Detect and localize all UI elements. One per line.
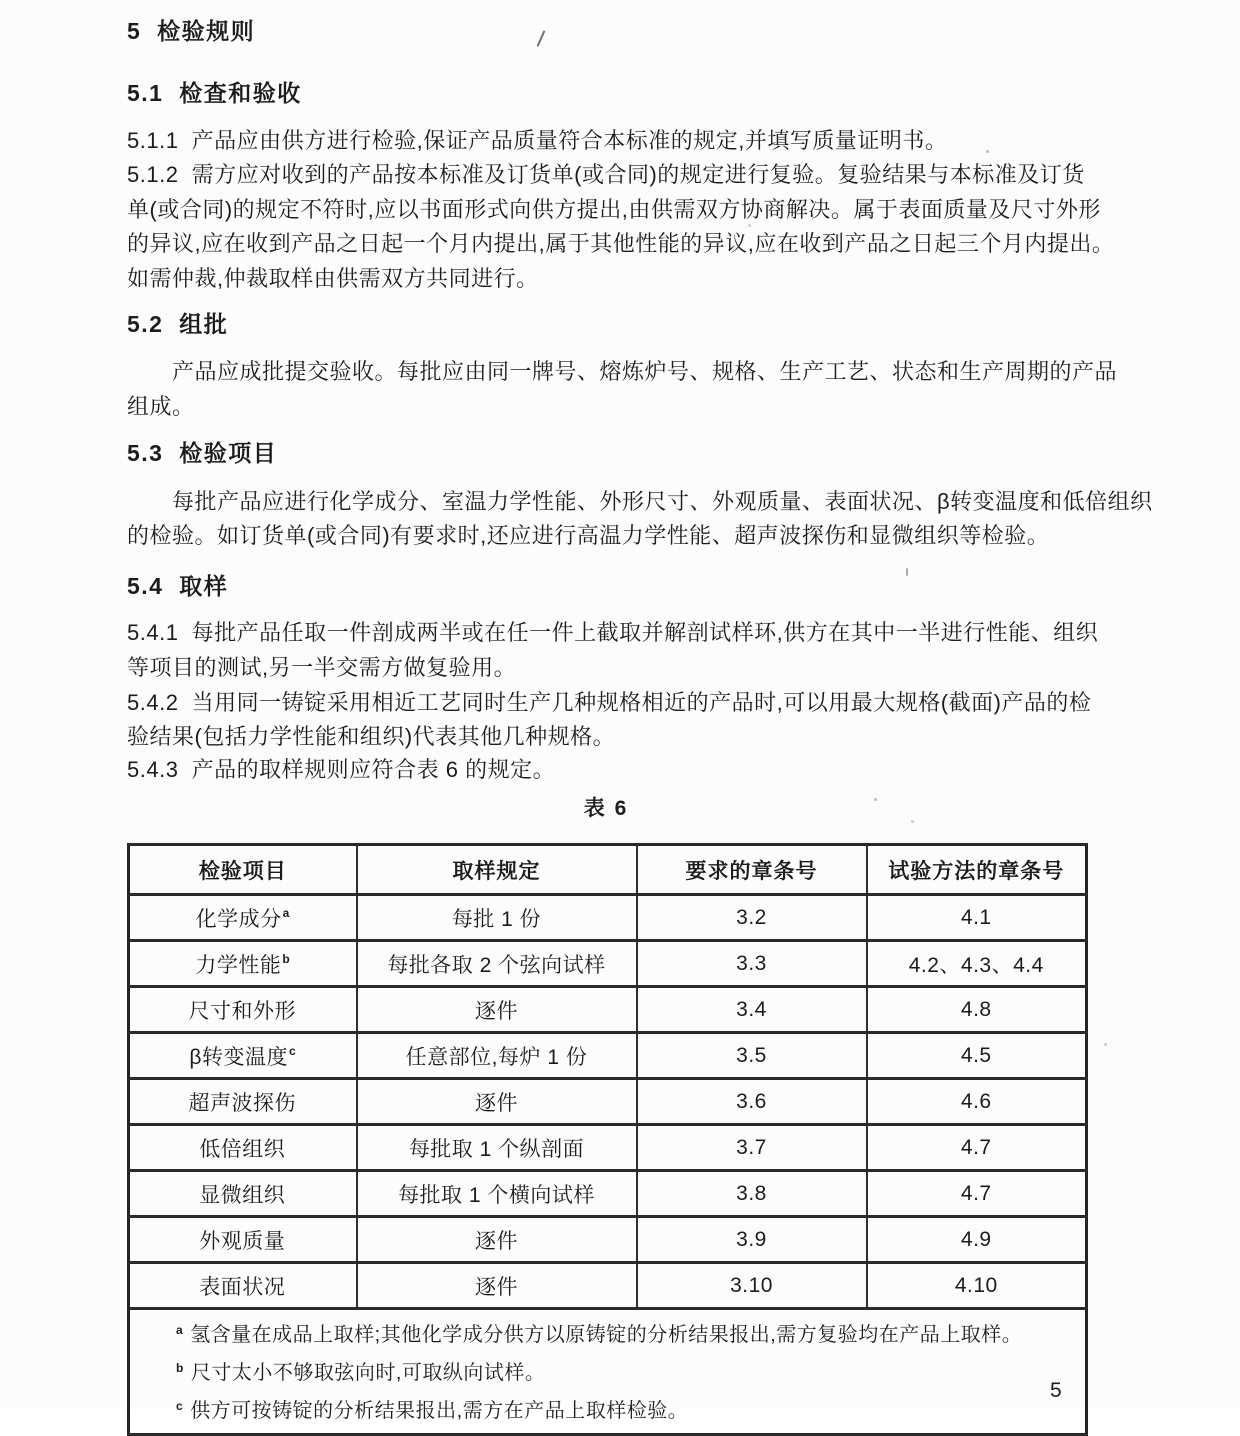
- clause-5-1-2-line-2: 单(或合同)的规定不符时,应以书面形式向供方提出,由供需双方协商解决。属于表面质量及尺寸外形: [127, 197, 1101, 222]
- cell-req: 3.4: [637, 987, 867, 1033]
- scan-artifact: [1104, 1043, 1107, 1046]
- cell-method: 4.1: [867, 895, 1087, 941]
- cell-method: 4.2、4.3、4.4: [867, 941, 1087, 987]
- page-number: 5: [1050, 1379, 1062, 1402]
- footnote-marker: a: [282, 905, 290, 920]
- table-footnote-row: [129, 1309, 1087, 1435]
- cell-item: 尺寸和外形: [129, 987, 357, 1033]
- table-row: [129, 895, 1087, 941]
- table-footnote-b: $^b$ 尺寸太小不够取弦向时,可取纵向试样。: [176, 1361, 546, 1384]
- heading-5-1: 5.1 检查和验收: [127, 80, 302, 106]
- cell-rule: 每批 1 份: [357, 895, 637, 941]
- table-6-title: 表 6: [583, 797, 629, 820]
- clause-5-4-1-line-1: 5.4.1 每批产品任取一件剖成两半或在任一件上截取并解剖试样环,供方在其中一半进行性能、组织: [127, 620, 1099, 645]
- header-inspection-item: 检验项目: [129, 845, 357, 895]
- cell-req: 3.6: [637, 1079, 867, 1125]
- cell-req: 3.2: [637, 895, 867, 941]
- cell-item: 超声波探伤: [129, 1079, 357, 1125]
- cell-method: 4.9: [867, 1217, 1087, 1263]
- clause-5-1-2-line-3: 的异议,应在收到产品之日起一个月内提出,属于其他性能的异议,应在收到产品之日起三个月内提出。: [127, 231, 1115, 256]
- scan-artifact: [906, 568, 908, 576]
- table-row: [129, 1263, 1087, 1309]
- clause-5-4-1-line-2: 等项目的测试,另一半交需方做复验用。: [127, 655, 517, 680]
- footnote-marker: b: [176, 1361, 184, 1375]
- clause-5-4-3-line-1: 5.4.3 产品的取样规则应符合表 6 的规定。: [127, 757, 556, 782]
- cell-method: 4.6: [867, 1079, 1087, 1125]
- footnote-marker: c: [288, 1043, 297, 1058]
- table-footnotes: [129, 1309, 1087, 1435]
- clause-5-3-line-1: 每批产品应进行化学成分、室温力学性能、外形尺寸、外观质量、表面状况、β转变温度和低倍组织: [127, 489, 1153, 514]
- cell-method: 4.7: [867, 1125, 1087, 1171]
- cell-rule: 每批取 1 个横向试样: [357, 1171, 637, 1217]
- heading-5-3: 5.3 检验项目: [127, 440, 278, 466]
- table-row: [129, 1171, 1087, 1217]
- clause-5-3-line-2: 的检验。如订货单(或合同)有要求时,还应进行高温力学性能、超声波探伤和显微组织等检验。: [127, 523, 1050, 548]
- scan-artifact: [537, 30, 546, 46]
- scan-artifact: [986, 150, 989, 153]
- cell-item: 外观质量: [129, 1217, 357, 1263]
- table-row: [129, 987, 1087, 1033]
- heading-5-2: 5.2 组批: [127, 311, 229, 337]
- table-row: [129, 941, 1087, 987]
- cell-req: 3.7: [637, 1125, 867, 1171]
- clause-5-4-2-line-2: 验结果(包括力学性能和组织)代表其他几种规格。: [127, 724, 616, 749]
- header-requirement-clause: 要求的章条号: [637, 845, 867, 895]
- cell-rule: 逐件: [357, 1263, 637, 1309]
- cell-item: 显微组织: [129, 1171, 357, 1217]
- cell-rule: 逐件: [357, 987, 637, 1033]
- clause-5-1-1-line-1: 5.1.1 产品应由供方进行检验,保证产品质量符合本标准的规定,并填写质量证明书。: [127, 128, 948, 153]
- cell-req: 3.9: [637, 1217, 867, 1263]
- footnote-marker: a: [176, 1323, 184, 1337]
- table-row: [129, 1033, 1087, 1079]
- clause-5-2-line-1: 产品应成批提交验收。每批应由同一牌号、熔炼炉号、规格、生产工艺、状态和生产周期的产品: [127, 359, 1118, 384]
- clause-5-1-2-line-4: 如需仲裁,仲裁取样由供需双方共同进行。: [127, 266, 539, 291]
- cell-rule: 逐件: [357, 1217, 637, 1263]
- footnote-marker: c: [176, 1399, 184, 1413]
- header-sampling-rule: 取样规定: [357, 845, 637, 895]
- cell-rule: 逐件: [357, 1079, 637, 1125]
- cell-method: 4.10: [867, 1263, 1087, 1309]
- table-header-row: [129, 845, 1087, 895]
- heading-5: 5 检验规则: [127, 18, 256, 44]
- cell-method: 4.8: [867, 987, 1087, 1033]
- clause-5-2-line-2: 组成。: [127, 394, 195, 419]
- cell-req: 3.3: [637, 941, 867, 987]
- cell-item: 化学成分$^a$: [129, 895, 357, 941]
- cell-item: 低倍组织: [129, 1125, 357, 1171]
- cell-method: 4.7: [867, 1171, 1087, 1217]
- cell-req: 3.10: [637, 1263, 867, 1309]
- table-row: [129, 1125, 1087, 1171]
- cell-rule: 任意部位,每炉 1 份: [357, 1033, 637, 1079]
- clause-5-4-2-line-1: 5.4.2 当用同一铸锭采用相近工艺同时生产几种规格相近的产品时,可以用最大规格(截面)产品的检: [127, 690, 1092, 715]
- cell-method: 4.5: [867, 1033, 1087, 1079]
- table-footnote-c: $^c$ 供方可按铸锭的分析结果报出,需方在产品上取样检验。: [176, 1399, 689, 1422]
- header-test-method-clause: 试验方法的章条号: [867, 845, 1087, 895]
- cell-req: 3.8: [637, 1171, 867, 1217]
- cell-rule: 每批取 1 个纵剖面: [357, 1125, 637, 1171]
- clause-5-1-2-line-1: 5.1.2 需方应对收到的产品按本标准及订货单(或合同)的规定进行复验。复验结果与本标准及订货: [127, 162, 1085, 187]
- cell-rule: 每批各取 2 个弦向试样: [357, 941, 637, 987]
- heading-5-4: 5.4 取样: [127, 573, 229, 599]
- table-row: [129, 1217, 1087, 1263]
- cell-req: 3.5: [637, 1033, 867, 1079]
- table-row: [129, 1079, 1087, 1125]
- table-6: [127, 843, 1088, 1436]
- cell-item: 力学性能$^b$: [129, 941, 357, 987]
- table-footnote-a: $^a$ 氢含量在成品上取样;其他化学成分供方以原铸锭的分析结果报出,需方复验均在产品上取样。: [176, 1323, 1023, 1346]
- cell-item: 表面状况: [129, 1263, 357, 1309]
- cell-item: β转变温度$^c$: [129, 1033, 357, 1079]
- footnote-marker: b: [282, 951, 291, 966]
